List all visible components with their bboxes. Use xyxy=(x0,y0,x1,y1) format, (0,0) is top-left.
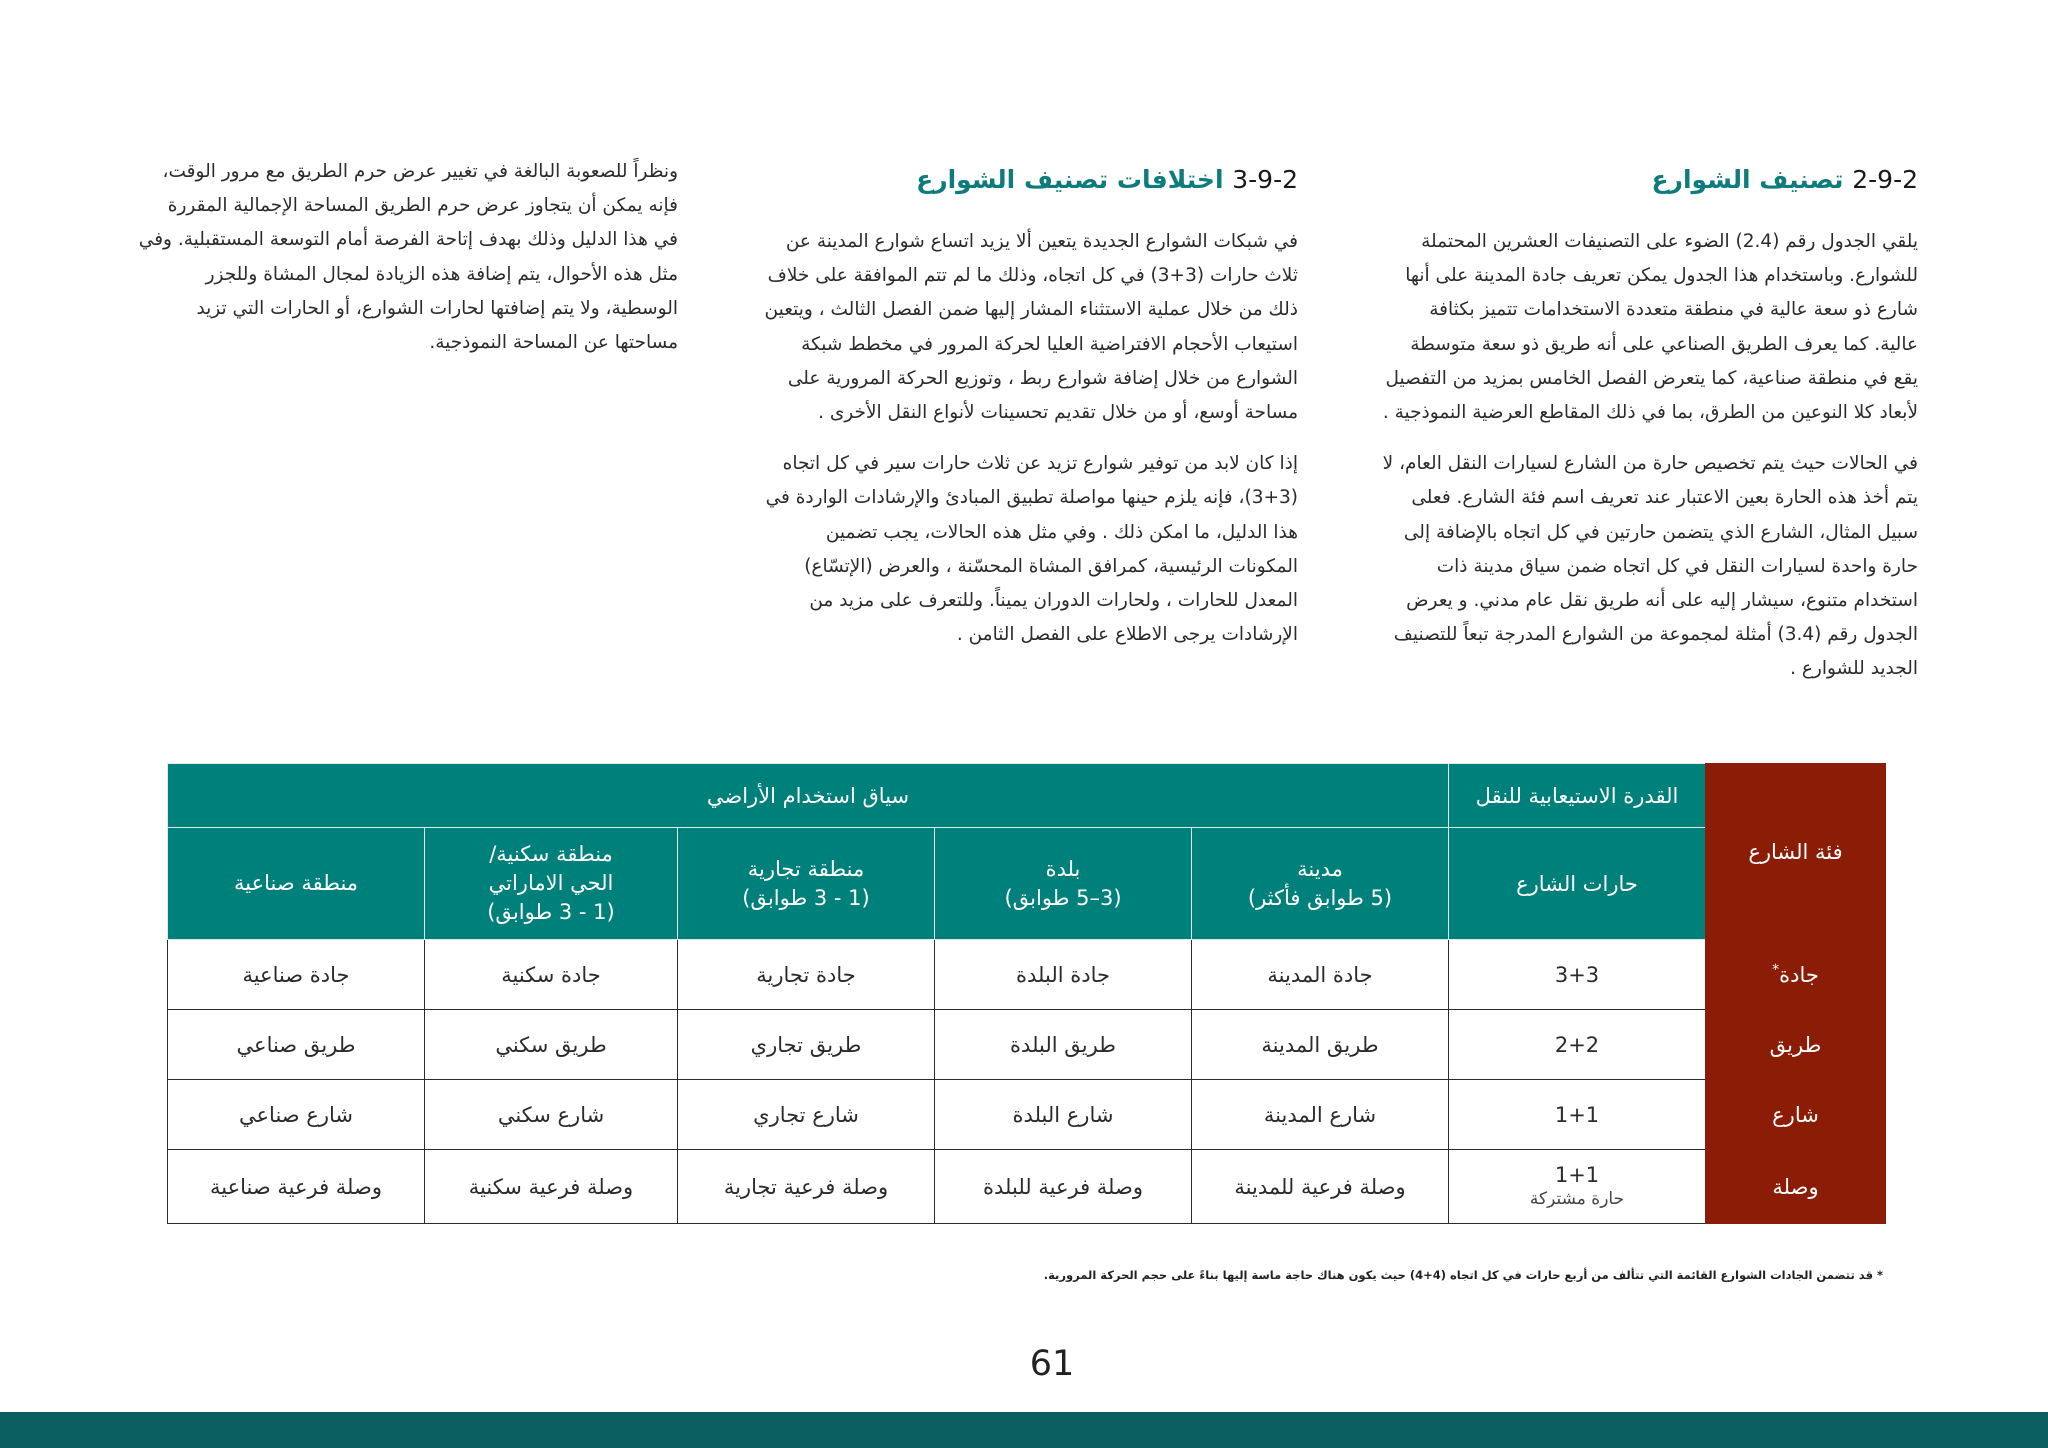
category-cell: وصلة xyxy=(1706,1150,1886,1224)
column-header-commercial: منطقة تجارية (1 - 3 طوابق) xyxy=(678,828,935,940)
table-footnote: * قد تتضمن الجادات الشوارع القائمة التي تتألف من أربع حارات في كل اتجاه (4+4) حيث يكون هناك حاجة ماسة إليها بناءً على حجم الحركة المرورية. xyxy=(1043,1268,1883,1282)
paragraph: في شبكات الشوارع الجديدة يتعين ألا يزيد اتساع شوارع المدينة عن ثلاث حارات (3+3) في كل اتجاه، وذلك ما لم تتم الموافقة على خلاف ذلك من خلال عملية الاستثناء المشار إليها ضمن الفصل الثالث ، ويتعين استيعاب الأحجام الافتراضية العليا لحركة المرور في مخطط شبكة الشوارع من خلال إضافة شوارع ربط ، وتوزيع الحركة المرورية على مساحة أوسع، أو من خلال تقديم تحسينات لأنواع النقل الأخرى . xyxy=(764,231,1298,424)
street-category-header: فئة الشارع xyxy=(1706,764,1886,940)
table-cell: وصلة فرعية تجارية xyxy=(678,1150,935,1224)
lanes-cell: 1+1 xyxy=(1449,1080,1706,1150)
paragraph: في الحالات حيث يتم تخصيص حارة من الشارع لسيارات النقل العام، لا يتم أخذ هذه الحارة بعين الاعتبار عند تعريف اسم فئة الشارع. فعلى سبيل المثال، الشارع الذي يتضمن حارتين في كل اتجاه بالإضافة إلى حارة واحدة لسيارات النقل في كل اتجاه ضمن سياق مدينة ذات استخدام متنوع، سيشار إليه على أنه طريق نقل عام مدني. و يعرض الجدول رقم (3.4) أمثلة لمجموعة من الشوارع المدرجة تبعاً للتصنيف الجديد للشوارع . xyxy=(1382,453,1918,680)
table-cell: شارع صناعي xyxy=(168,1080,425,1150)
street-classification-table xyxy=(167,763,1886,1224)
table-cell: طريق البلدة xyxy=(935,1010,1192,1080)
column-header-industrial: منطقة صناعية xyxy=(168,828,425,940)
paragraph: ونظراً للصعوبة البالغة في تغيير عرض حرم الطريق مع مرور الوقت، فإنه يمكن أن يتجاوز عرض حرم الطريق المساحة الإجمالية المقررة في هذا الدليل وذلك بهدف إتاحة الفرصة أمام التوسعة المستقبلية. وفي مثل هذه الأحوال، يتم إضافة هذه الزيادة لمجال المشاة وللجزر الوسطية، ولا يتم إضافتها لحارات الشوارع، أو الحارات التي تزيد مساحتها عن المساحة النموذجية. xyxy=(138,161,678,354)
table-cell: جادة المدينة xyxy=(1192,940,1449,1010)
lanes-header: حارات الشارع xyxy=(1449,828,1706,940)
shared-lane-note: حارة مشتركة xyxy=(1529,1188,1625,1209)
bottom-band xyxy=(0,1412,2048,1448)
table-cell: طريق المدينة xyxy=(1192,1010,1449,1080)
table-cell: طريق صناعي xyxy=(168,1010,425,1080)
table-cell: جادة سكنية xyxy=(425,940,678,1010)
table-cell: وصلة فرعية سكنية xyxy=(425,1150,678,1224)
column-header-city: مدينة (5 طوابق فأكثر) xyxy=(1192,828,1449,940)
section-heading xyxy=(1380,165,1918,199)
section-classification-variations xyxy=(756,155,1298,669)
table-cell: شارع تجاري xyxy=(678,1080,935,1150)
table-cell: شارع البلدة xyxy=(935,1080,1192,1150)
paragraph: يلقي الجدول رقم (2.4) الضوء على التصنيفات العشرين المحتملة للشوارع. وباستخدام هذا الجدول يمكن تعريف جادة المدينة على أنها شارع ذو سعة عالية في منطقة متعددة الاستخدامات تتميز بكثافة عالية. كما يعرف الطريق الصناعي على أنه طريق ذو سعة متوسطة يقع في منطقة صناعية، كما يتعرض الفصل الخامس بمزيد من التفصيل لأبعاد كلا النوعين من الطرق، بما في ذلك المقاطع العرضية النموذجية . xyxy=(1382,231,1918,424)
table-row xyxy=(168,1080,1886,1150)
section-continuation xyxy=(138,155,678,377)
table-row xyxy=(168,1010,1886,1080)
column-header-residential: منطقة سكنية/ الحي الاماراتي (1 - 3 طوابق) xyxy=(425,828,678,940)
section-number: 3-9-2 xyxy=(1232,165,1298,194)
section-street-classification xyxy=(1380,155,1918,704)
table-row xyxy=(168,940,1886,1010)
paragraph: إذا كان لابد من توفير شوارع تزيد عن ثلاث حارات سير في كل اتجاه (3+3)، فإنه يلزم حينها مواصلة تطبيق المبادئ والإرشادات الواردة في هذا الدليل، ما امكن ذلك . وفي مثل هذه الحالات، يجب تضمين المكونات الرئيسية، كمرافق المشاة المحسّنة ، والعرض (الإتسّاع) المعدل للحارات ، ولحارات الدوران يميناً. وللتعرف على مزيد من الإرشادات يرجى الاطلاع على الفصل الثامن . xyxy=(765,453,1298,646)
table-cell: وصلة فرعية للبلدة xyxy=(935,1150,1192,1224)
table-cell: شارع المدينة xyxy=(1192,1080,1449,1150)
page-number: 61 xyxy=(1029,1344,1075,1384)
category-cell: شارع xyxy=(1706,1080,1886,1150)
category-cell: جادة* xyxy=(1706,940,1886,1010)
lanes-cell: 2+2 xyxy=(1449,1010,1706,1080)
section-heading xyxy=(756,165,1298,199)
land-use-header: سياق استخدام الأراضي xyxy=(168,764,1449,828)
table-cell: شارع سكني xyxy=(425,1080,678,1150)
table-cell: جادة صناعية xyxy=(168,940,425,1010)
category-cell: طريق xyxy=(1706,1010,1886,1080)
section-number: 2-9-2 xyxy=(1852,165,1918,194)
lanes-cell: 1+1 حارة مشتركة xyxy=(1449,1150,1706,1224)
column-header-town: بلدة (3–5 طوابق) xyxy=(935,828,1192,940)
table-cell: وصلة فرعية للمدينة xyxy=(1192,1150,1449,1224)
table-cell: جادة تجارية xyxy=(678,940,935,1010)
section-title: تصنيف الشوارع xyxy=(1651,165,1844,194)
table-cell: وصلة فرعية صناعية xyxy=(168,1150,425,1224)
table-row xyxy=(168,1150,1886,1224)
table-cell: طريق سكني xyxy=(425,1010,678,1080)
table-cell: جادة البلدة xyxy=(935,940,1192,1010)
lanes-cell: 3+3 xyxy=(1449,940,1706,1010)
section-title: اختلافات تصنيف الشوارع xyxy=(916,165,1224,194)
table-cell: طريق تجاري xyxy=(678,1010,935,1080)
capacity-header: القدرة الاستيعابية للنقل xyxy=(1449,764,1706,828)
